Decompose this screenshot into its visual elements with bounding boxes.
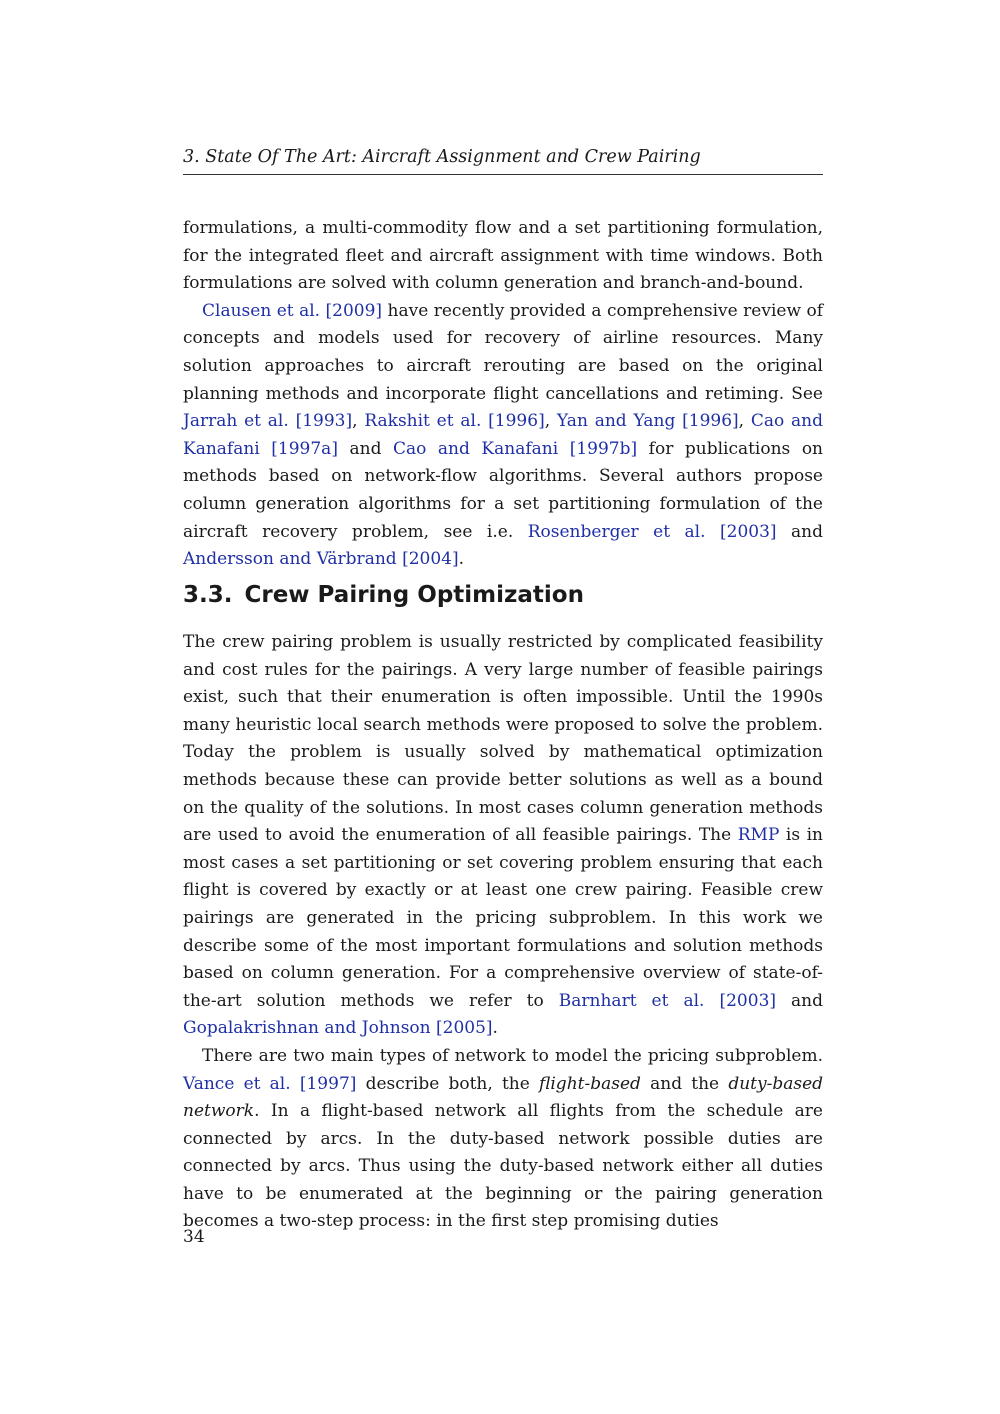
text-run: have recently provided a comprehensive review of concepts and models used for recovery of airline resources. Many solution approaches to aircraft rerouting are based on the original planning methods and incorporate flight cancellations and retiming. See xyxy=(183,300,823,404)
text-run: and xyxy=(776,990,824,1011)
citation-link[interactable]: Cao and Kanafani xyxy=(183,411,824,459)
citation-link[interactable]: Rosenberger et al. xyxy=(527,521,706,542)
text-run: . xyxy=(458,549,464,570)
paragraph-2 xyxy=(183,298,823,574)
citation-link[interactable]: Jarrah et al. xyxy=(183,411,289,432)
text-run: and xyxy=(337,438,393,459)
body-section-top xyxy=(183,215,823,574)
citation-year-link[interactable]: [1996] xyxy=(488,411,545,432)
text-run: and the xyxy=(640,1073,729,1094)
citation-year-link[interactable]: [1997] xyxy=(299,1073,357,1094)
citation-link[interactable]: Gopalakrishnan and Johnson xyxy=(183,1018,431,1039)
section-heading xyxy=(183,578,823,612)
citation-link[interactable]: Vance et al. xyxy=(183,1073,291,1094)
citation-link[interactable]: Barnhart et al. xyxy=(558,990,705,1011)
citation-link[interactable]: Rakshit et al. xyxy=(364,411,482,432)
text-run: There are two main types of network to model the pricing subproblem. xyxy=(202,1045,823,1066)
section-title: Crew Pairing Optimization xyxy=(244,582,584,608)
page-number: 34 xyxy=(183,1227,205,1247)
citation-year-link[interactable]: [1997b] xyxy=(569,438,638,459)
citation-year-link[interactable]: [2009] xyxy=(325,300,383,321)
body-section-crew-pairing xyxy=(183,629,823,1236)
text-run: , xyxy=(352,411,365,432)
text-run: , xyxy=(738,411,751,432)
citation-link[interactable]: Yan and Yang xyxy=(556,411,676,432)
citation-year-link[interactable]: [1997a] xyxy=(271,438,338,459)
citation-year-link[interactable]: [2004] xyxy=(402,549,459,570)
citation-link[interactable]: Andersson and Värbrand xyxy=(183,549,397,570)
citation-year-link[interactable]: [2005] xyxy=(436,1018,493,1039)
emphasis-term: flight-based xyxy=(539,1073,641,1094)
citation-year-link[interactable]: [2003] xyxy=(720,521,777,542)
citation-year-link[interactable]: [2003] xyxy=(719,990,777,1011)
citation-link[interactable]: Cao and Kanafani xyxy=(393,438,559,459)
text-run: for publications on methods based on network-flow algorithms. Several authors propose column generation algorithms for a set partitioning formulation of the aircraft recovery problem, see i.e. xyxy=(183,438,823,542)
text-run: , xyxy=(544,411,557,432)
text-run: The crew pairing problem is usually restricted by complicated feasibility and cost rules for the pairings. A very large number of feasible pairings exist, such that their enumeration is often impossible. Until the 1990s many heuristic local search methods were proposed to solve the problem. Today the problem is usually solved by mathematical optimization methods because these can provide better solutions as well as a bound on the quality of the solutions. In most cases column generation methods are used to avoid the enumeration of all feasible pairings. The xyxy=(183,632,823,846)
running-header: 3. State Of The Art: Aircraft Assignment and Crew Pairing xyxy=(183,146,823,175)
citation-year-link[interactable]: [1996] xyxy=(682,411,739,432)
citation-link[interactable]: Clausen et al. xyxy=(202,300,321,321)
text-run: . xyxy=(492,1018,498,1039)
emphasis-term: duty-based network xyxy=(183,1073,824,1122)
text-run: . In a flight-based network all flights from the schedule are connected by arcs. In the duty-based network possible duties are connected by arcs. Thus using the duty-based network either all duties have to be enumerated at the beginning or the pairing generation becomes a two-step process: in the first step promising duties xyxy=(183,1101,823,1232)
paragraph-4 xyxy=(183,1043,823,1236)
section-number: 3.3. xyxy=(183,582,233,608)
paragraph-3 xyxy=(183,629,823,1043)
citation-year-link[interactable]: [1993] xyxy=(295,411,353,432)
paragraph-1: formulations, a multi-commodity flow and a set partitioning formulation, for the integrated fleet and aircraft assignment with time windows. Both formulations are solved with column generation and branch-and-bound. xyxy=(183,218,823,294)
text-run: is in most cases a set partitioning or set covering problem ensuring that each flight is covered by exactly or at least one crew pairing. Feasible crew pairings are generated in the pricing subproblem. In this work we describe some of the most important formulations and solution methods based on column generation. For a comprehensive overview of state-of-the-art solution methods we refer to xyxy=(183,825,824,1011)
text-run: describe both, the xyxy=(356,1073,540,1094)
text-run: and xyxy=(776,521,824,542)
acronym-link-rmp[interactable]: RMP xyxy=(737,825,780,846)
